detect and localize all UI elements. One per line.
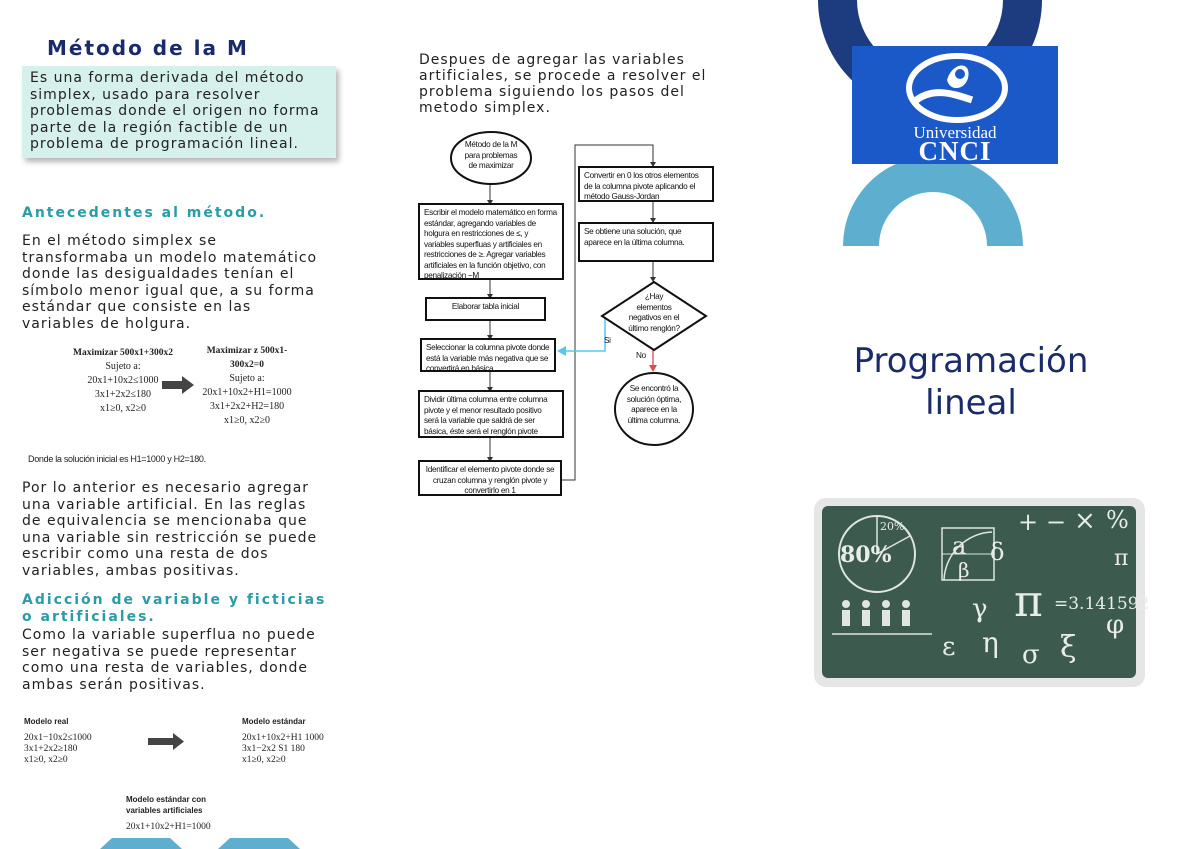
chalk-symbol: π — [1014, 576, 1043, 627]
page-title: Método de la M — [47, 36, 249, 60]
model-artificial-title: Modelo estándar con variables artificiales — [126, 795, 207, 815]
definition-text: Es una forma derivada del método simplex, usado para resolver problemas donde el origen no forma parte de la región factible de un problema de programación lineal. — [30, 70, 320, 152]
model-estandar-title: Modelo estándar — [242, 717, 306, 726]
flow-end-label: Se encontró la solución óptima, aparece en la última columna. — [626, 384, 682, 425]
flow-step-text: Se obtiene una solución, que aparece en la última columna. — [584, 227, 685, 247]
solution-note: Donde la solución inicial es H1=1000 y H2=180. — [28, 454, 206, 464]
chalk-symbol: β — [958, 558, 970, 582]
chalk-symbol: π — [1114, 546, 1129, 571]
model-standard-line: x1≥0, x2≥0 — [224, 415, 270, 426]
chalk-symbol: ε — [942, 632, 956, 662]
model-real-line: x1≥0, x2≥0 — [24, 755, 68, 765]
model-estandar-line: x1≥0, x2≥0 — [242, 755, 286, 765]
model-standard-line: 20x1+10x2+H1=1000 — [202, 387, 292, 398]
cover-title: Programación lineal — [853, 341, 1089, 423]
flow-step-text: Elaborar tabla inicial — [451, 302, 520, 311]
flow-step-solution — [578, 222, 714, 262]
model-original-line: 3x1+2x2≤180 — [94, 389, 152, 400]
chalk-symbol: φ — [1106, 610, 1125, 640]
flowchart-intro: Despues de agregar las variables artificiales, se procede a resolver el problema siguiendo los pasos del metodo simplex. — [419, 52, 707, 116]
chalk-symbol: ξ — [1060, 630, 1077, 665]
model-estandar — [242, 716, 324, 766]
chalk-symbol: − — [1046, 508, 1067, 536]
model-real-title: Modelo real — [24, 717, 69, 726]
section-adiccion-title: Adicción de variable y ficticias o artificiales. — [22, 592, 327, 625]
arrow-right-icon — [160, 375, 196, 395]
definition-callout — [22, 66, 336, 158]
chalk-symbol: % — [1106, 506, 1129, 534]
model-original-line: x1≥0, x2≥0 — [100, 403, 146, 414]
model-estandar-line: 20x1+10x2+H1 1000 — [242, 733, 324, 743]
logo-emblem-icon — [902, 50, 1012, 124]
chalk-symbol: η — [982, 626, 999, 659]
chalk-pi-value: =3.141592 — [1054, 594, 1150, 614]
model-standard-line: Sujeto a: — [229, 373, 265, 384]
chalkboard-image — [822, 506, 1150, 678]
model-real — [24, 716, 92, 766]
flow-step-pivot-element — [418, 460, 562, 496]
model-original-title: Maximizar 500x1+300x2 — [73, 348, 173, 358]
flow-step-text: Convertir en 0 los otros elementos de la columna pivote aplicando el método Gauss-Jordan — [584, 171, 699, 201]
logo-text-universidad: Universidad — [913, 123, 997, 142]
flow-step-pivot-row — [418, 390, 564, 438]
flow-step-gauss-jordan — [578, 166, 714, 202]
decorative-arc-shape — [100, 838, 300, 849]
model-standard-line: 3x1+2x2+H2=180 — [209, 401, 285, 412]
chalk-percent-big: 80% — [840, 542, 892, 568]
section-adiccion-text: Como la variable superflua no puede ser negativa se puede representar como una resta de variables, donde ambas serán positivas. — [22, 627, 316, 693]
logo-text-cnci: CNCI — [918, 136, 992, 166]
flow-step-standard-form — [418, 203, 564, 280]
flow-yes-label: Si — [604, 336, 611, 345]
flow-step-initial-table — [425, 297, 546, 321]
flow-step-text: Seleccionar la columna pivote donde está la variable más negativa que se convertirá en básica. — [426, 343, 550, 373]
chalk-symbol: a — [952, 532, 967, 560]
chalk-symbol: + — [1018, 508, 1039, 536]
model-real-line: 3x1+2x2≥180 — [24, 744, 78, 754]
flow-step-text: Dividir última columna entre columna pivote y el menor resultado positivo será la variable que saldrá de ser básica, éste será el renglón pivote — [424, 395, 548, 436]
flow-step-text: Identificar el elemento pivote donde se cruzan columna y renglón pivote y convertirlo en 1 — [425, 465, 555, 495]
flow-no-label: No — [636, 351, 646, 360]
model-original-line: Sujeto a: — [105, 361, 141, 372]
chalk-symbol: δ — [990, 538, 1005, 566]
model-original-line: 20x1+10x2≤1000 — [87, 375, 159, 386]
chalk-symbol: × — [1074, 506, 1096, 536]
model-standard — [192, 344, 302, 428]
section-antecedentes-text: En el método simplex se transformaba un modelo matemático donde las desigualdades tenían el símbolo menor igual que, a su forma estándar que consiste en las variables de holgura. — [22, 233, 318, 332]
chalk-symbol: σ — [1022, 640, 1040, 670]
model-estandar-line: 3x1−2x2 S1 180 — [242, 744, 305, 754]
flow-step-pivot-column — [420, 338, 556, 372]
model-real-line: 20x1−10x2≤1000 — [24, 733, 92, 743]
chalk-percent-small: 20% — [880, 520, 905, 533]
chalk-symbol: γ — [972, 594, 988, 624]
model-standard-title: Maximizar z 500x1-300x2=0 — [206, 346, 288, 370]
paragraph-variable-artificial: Por lo anterior es necesario agregar una variable artificial. En las reglas de equivalencia se mencionaba que una variable sin restricción se puede escribir como una resta de dos variables, ambas positivas. — [22, 480, 318, 579]
flow-step-text: Escribir el modelo matemático en forma estándar, agregando variables de holgura en restricciones de ≤, y variables superfluas y artificiales en restricciones de ≥. Agregar variables artificiales en la función objetivo, con penalización −M — [424, 208, 557, 280]
flow-decision-label: ¿Hay elementos negativos en el último renglón? — [628, 292, 680, 333]
model-artificial-line: 20x1+10x2+H1=1000 — [126, 822, 211, 832]
university-logo — [852, 46, 1058, 164]
flow-start-label: Método de la M para problemas de maximizar — [464, 140, 518, 170]
arrow-right-icon — [148, 733, 186, 751]
section-antecedentes-title: Antecedentes al método. — [22, 205, 267, 221]
